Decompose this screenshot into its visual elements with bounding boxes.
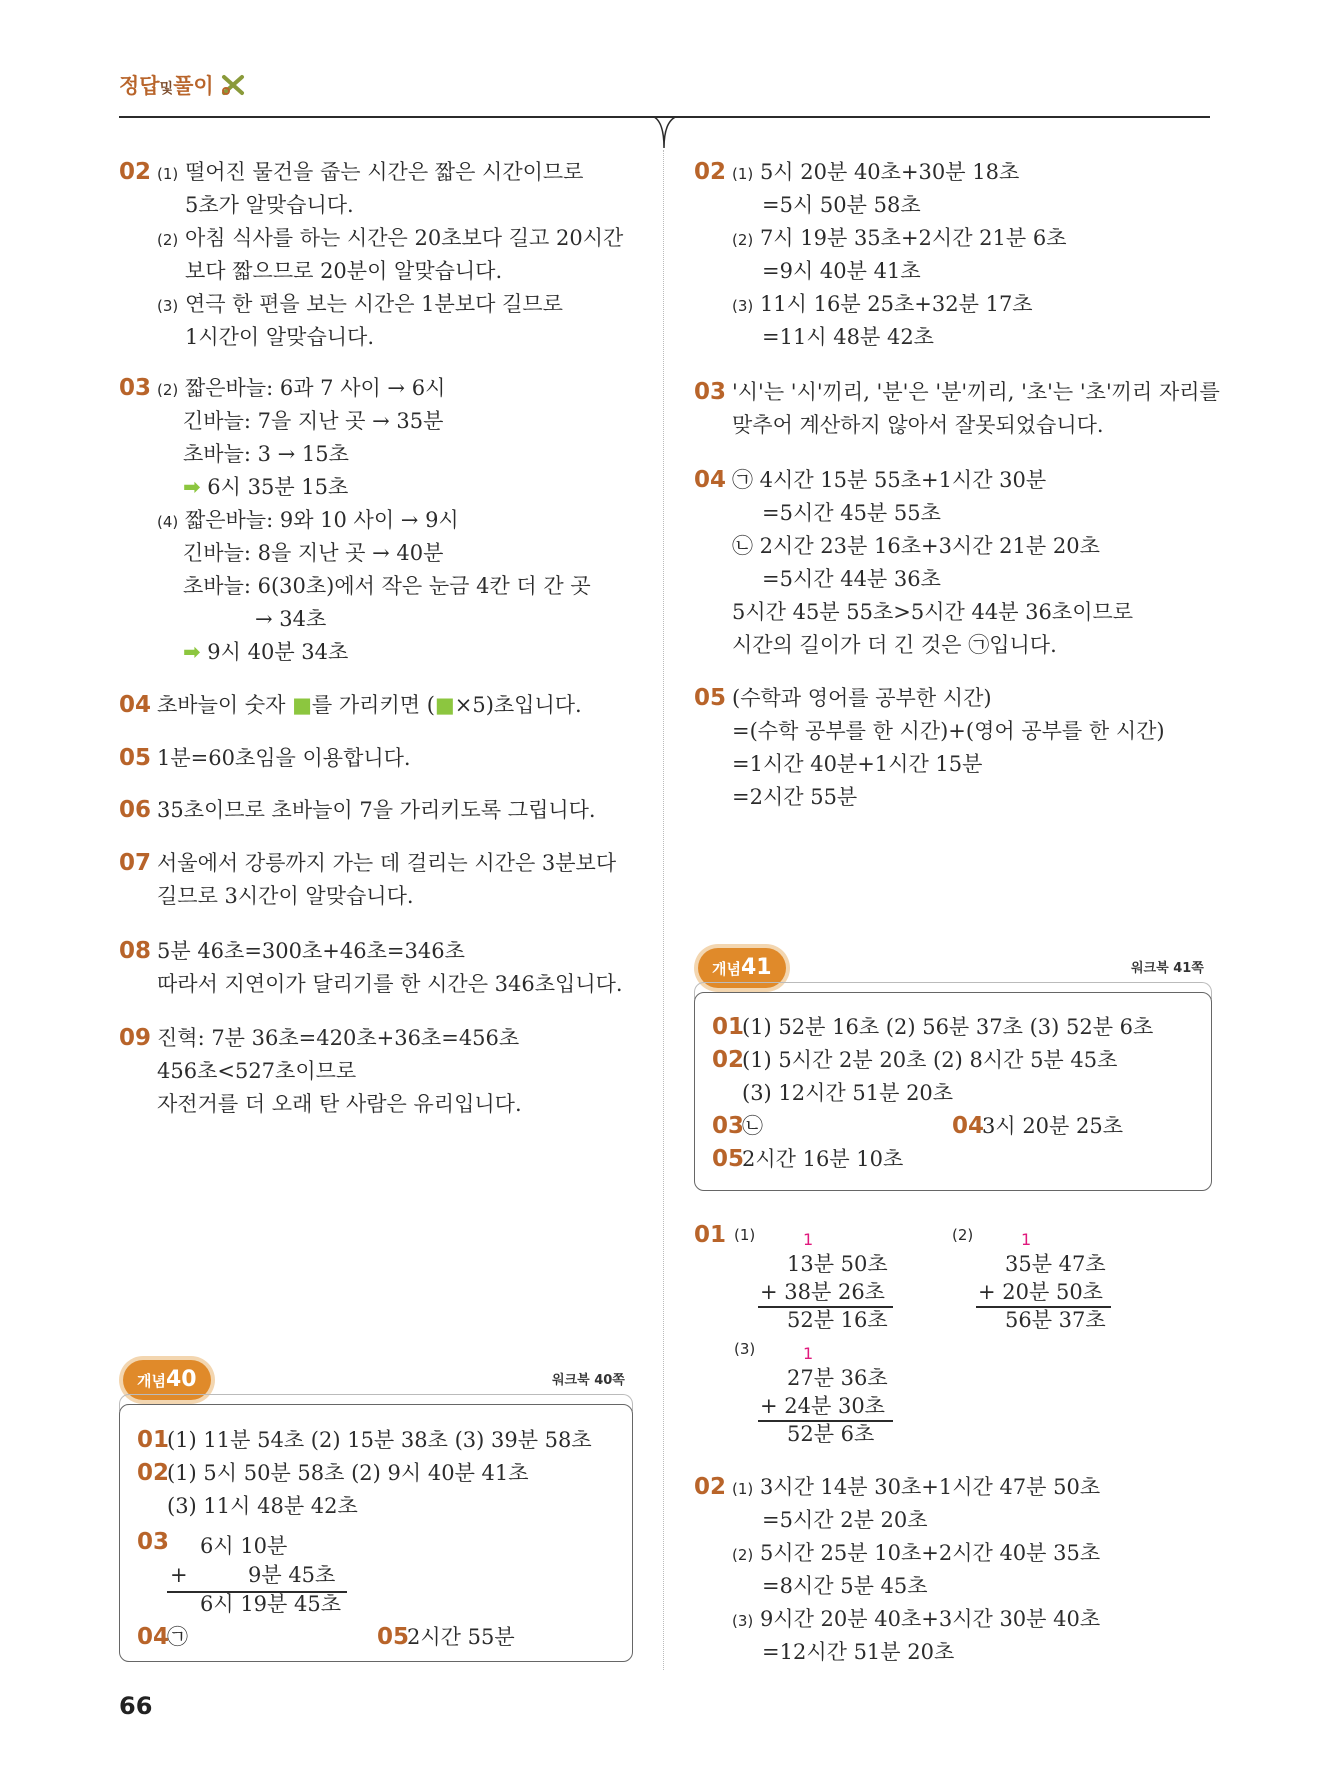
carry-digit: 1	[803, 1344, 814, 1363]
answer-line: (4) 짧은바늘: 9와 10 사이 → 9시	[157, 508, 459, 532]
answer-line: (2) 아침 식사를 하는 시간은 20초보다 길고 20시간	[157, 226, 624, 250]
answer-line: → 34초	[255, 607, 327, 631]
question-number: 02	[137, 1460, 170, 1486]
answer-line: 2시간 16분 10초	[742, 1147, 904, 1171]
carry-digit: 1	[1021, 1230, 1032, 1249]
sub-number: (3)	[734, 1340, 756, 1358]
question-number: 04	[952, 1113, 985, 1139]
answer-line: (1) 5시 20분 40초+30분 18초	[732, 160, 1020, 184]
question-number: 06	[119, 797, 152, 823]
question-number: 08	[119, 938, 152, 964]
calc-plus: +	[170, 1563, 188, 1587]
answer-line: 초바늘: 6(30초)에서 작은 눈금 4칸 더 간 곳	[183, 574, 591, 598]
question-number: 04	[694, 467, 727, 493]
answer-line: 456초<527초이므로	[157, 1059, 357, 1083]
answer-line: =12시간 51분 20초	[762, 1640, 955, 1664]
answer-line: (3) 11시 48분 42초	[167, 1494, 358, 1518]
carry-digit: 1	[803, 1230, 814, 1249]
calc-line: 27분 36초	[787, 1366, 888, 1390]
answer-line: 5시간 45분 55초>5시간 44분 36초이므로	[732, 600, 1134, 624]
answer-line: ➡ 9시 40분 34초	[183, 640, 349, 664]
question-number: 03	[712, 1113, 745, 1139]
answer-line: 따라서 지연이가 달리기를 한 시간은 346초입니다.	[157, 972, 623, 996]
green-square-icon: ■	[292, 693, 312, 717]
answer-line: ㉠	[167, 1625, 188, 1649]
answer-line: =5시 50분 58초	[762, 193, 921, 217]
question-number: 01	[137, 1427, 170, 1453]
answer-line: (3) 9시간 20분 40초+3시간 30분 40초	[732, 1607, 1101, 1631]
calc-result: 6시 19분 45초	[200, 1592, 342, 1616]
sub-number: (2)	[952, 1226, 974, 1244]
answer-line: =8시간 5분 45초	[762, 1574, 928, 1598]
answer-line: 시간의 길이가 더 긴 것은 ㉠입니다.	[732, 633, 1057, 657]
answer-line: ㉡	[742, 1114, 763, 1138]
answer-line: =9시 40분 41초	[762, 259, 921, 283]
calc-result: 56분 37초	[1005, 1308, 1106, 1332]
question-number: 07	[119, 850, 152, 876]
answer-line: (1) 3시간 14분 30초+1시간 47분 50초	[732, 1475, 1101, 1499]
answer-line: 2시간 55분	[407, 1625, 515, 1649]
question-number: 04	[119, 692, 152, 718]
scissors-pencil-icon	[221, 74, 245, 101]
answer-line: 자전거를 더 오래 탄 사람은 유리입니다.	[157, 1092, 522, 1116]
question-number: 02	[119, 159, 152, 185]
question-number: 04	[137, 1624, 170, 1650]
question-number: 03	[119, 375, 152, 401]
answer-line: 1시간이 알맞습니다.	[185, 325, 374, 349]
answer-line: (2) 짧은바늘: 6과 7 사이 → 6시	[157, 376, 446, 400]
arrow-icon: ➡	[183, 475, 201, 499]
calc-line: 9분 45초	[248, 1563, 336, 1587]
answer-line: 보다 짧으므로 20분이 알맞습니다.	[185, 259, 503, 283]
question-number: 03	[137, 1529, 170, 1555]
calc-result: 52분 6초	[787, 1422, 875, 1446]
answer-line: 긴바늘: 7을 지난 곳 → 35분	[183, 409, 444, 433]
answer-line: (1) 52분 16초 (2) 56분 37초 (3) 52분 6초	[742, 1015, 1154, 1039]
calc-result: 52분 16초	[787, 1308, 888, 1332]
question-number: 01	[694, 1222, 727, 1248]
answer-line: 길므로 3시간이 알맞습니다.	[157, 884, 414, 908]
answer-line: (1) 11분 54초 (2) 15분 38초 (3) 39분 58초	[167, 1428, 592, 1452]
answer-line: ➡ 6시 35분 15초	[183, 475, 349, 499]
answer-line: 긴바늘: 8을 지난 곳 → 40분	[183, 541, 444, 565]
answer-line: 35초이므로 초바늘이 7을 가리키도록 그립니다.	[157, 798, 596, 822]
answer-line: =5시간 2분 20초	[762, 1508, 928, 1532]
answer-line: 맞추어 계산하지 않아서 잘못되었습니다.	[732, 413, 1104, 437]
answer-line: (3) 12시간 51분 20초	[742, 1081, 954, 1105]
answer-line: (3) 연극 한 편을 보는 시간은 1분보다 길므로	[157, 292, 563, 316]
green-square-icon: ■	[434, 693, 455, 717]
sub-number: (1)	[734, 1226, 756, 1244]
answer-line: ㉡ 2시간 23분 16초+3시간 21분 20초	[732, 534, 1100, 558]
answer-line: (1) 5시간 2분 20초 (2) 8시간 5분 45초	[742, 1048, 1118, 1072]
answer-line: =11시 48분 42초	[762, 325, 934, 349]
answer-line: =(수학 공부를 한 시간)+(영어 공부를 한 시간)	[732, 719, 1165, 743]
page-number: 66	[119, 1692, 153, 1720]
question-number: 02	[712, 1047, 745, 1073]
question-number: 05	[119, 745, 152, 771]
answer-line: 진혁: 7분 36초=420초+36초=456초	[157, 1026, 520, 1050]
calc-line: + 20분 50초	[978, 1280, 1103, 1304]
calc-line: + 24분 30초	[760, 1394, 885, 1418]
concept-badge: 개념41	[698, 948, 786, 988]
answer-line: 5초가 알맞습니다.	[185, 193, 354, 217]
concept-badge: 개념40	[123, 1360, 211, 1400]
answer-line: (3) 11시 16분 25초+32분 17초	[732, 292, 1033, 316]
question-number: 05	[377, 1624, 410, 1650]
answer-line: =2시간 55분	[732, 785, 858, 809]
answer-line: '시'는 '시'끼리, '분'은 '분'끼리, '초'는 '초'끼리 자리를	[732, 380, 1220, 404]
calc-line: + 38분 26초	[760, 1280, 885, 1304]
question-number: 02	[694, 159, 727, 185]
question-number: 02	[694, 1474, 727, 1500]
question-number: 09	[119, 1025, 152, 1051]
question-number: 05	[712, 1146, 745, 1172]
workbook-page-label: 워크북 40쪽	[552, 1373, 625, 1388]
question-number: 05	[694, 685, 727, 711]
answer-line: (2) 7시 19분 35초+2시간 21분 6초	[732, 226, 1067, 250]
header-divider-notch	[650, 116, 680, 150]
calc-line: 35분 47초	[1005, 1252, 1106, 1276]
calc-line: 13분 50초	[787, 1252, 888, 1276]
workbook-page-label: 워크북 41쪽	[1131, 961, 1204, 976]
answer-line: =1시간 40분+1시간 15분	[732, 752, 983, 776]
page-header: 정답및풀이	[119, 70, 245, 101]
arrow-icon: ➡	[183, 640, 201, 664]
question-number: 01	[712, 1014, 745, 1040]
answer-line: =5시간 45분 55초	[762, 501, 941, 525]
answer-line: (1) 떨어진 물건을 줍는 시간은 짧은 시간이므로	[157, 160, 584, 184]
column-divider	[663, 150, 664, 1670]
answer-line: (1) 5시 50분 58초 (2) 9시 40분 41초	[167, 1461, 529, 1485]
answer-line: 5분 46초=300초+46초=346초	[157, 939, 465, 963]
answer-line: 초바늘이 숫자 ■를 가리키면 (■×5)초입니다.	[157, 693, 582, 717]
answer-line: 1분=60초임을 이용합니다.	[157, 746, 411, 770]
answer-line: 초바늘: 3 → 15초	[183, 442, 349, 466]
question-number: 03	[694, 379, 727, 405]
answer-line: (2) 5시간 25분 10초+2시간 40분 35초	[732, 1541, 1101, 1565]
answer-line: 3시 20분 25초	[982, 1114, 1124, 1138]
answer-line: ㉠ 4시간 15분 55초+1시간 30분	[732, 468, 1047, 492]
answer-line: 서울에서 강릉까지 가는 데 걸리는 시간은 3분보다	[157, 851, 617, 875]
answer-line: =5시간 44분 36초	[762, 567, 941, 591]
answer-line: (수학과 영어를 공부한 시간)	[732, 686, 992, 710]
calc-line: 6시 10분	[200, 1534, 288, 1558]
